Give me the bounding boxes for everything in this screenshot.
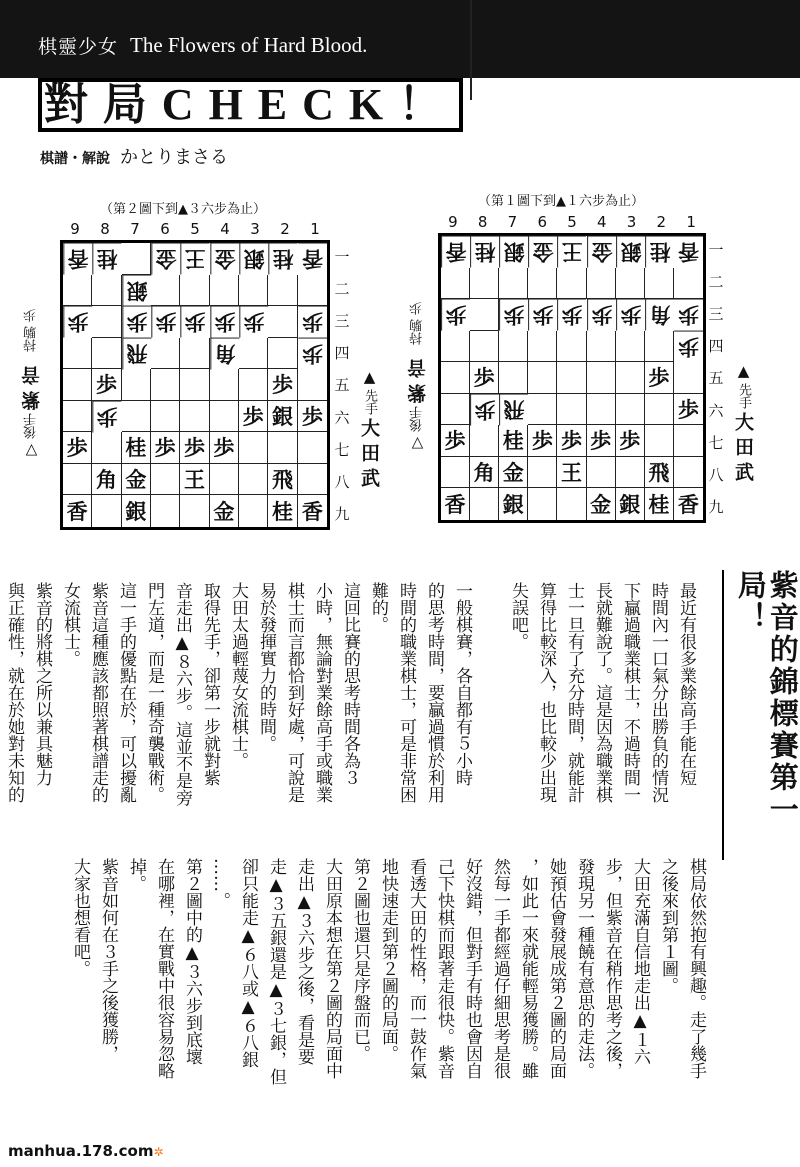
empty-square	[616, 268, 645, 300]
sente-piece: 香	[441, 488, 470, 520]
empty-square	[616, 394, 645, 426]
gote-piece: 金	[587, 236, 616, 268]
empty-square	[441, 331, 470, 363]
gote-player	[18, 240, 45, 460]
empty-square	[499, 362, 528, 394]
empty-square	[645, 331, 674, 363]
empty-square	[268, 275, 297, 307]
page-title-box	[38, 78, 463, 132]
sente-piece: 金	[499, 457, 528, 489]
article-line: 大家也想看吧。	[70, 858, 90, 977]
article-line: 取得先手，卻第一步就對紫	[200, 582, 220, 786]
site-url: manhua.178.com	[8, 1142, 154, 1160]
gote-piece: 歩	[151, 306, 180, 338]
sente-piece: 歩	[63, 432, 92, 464]
article-line: 最近有很多業餘高手能在短	[676, 582, 696, 786]
diagram-caption: （第２圖下到▲３六步為止）	[100, 202, 266, 217]
sente-piece: 歩	[151, 432, 180, 464]
diagram-caption: （第１圖下到▲１六步為止）	[478, 194, 644, 209]
empty-square	[528, 268, 557, 300]
file-label: 9	[448, 213, 458, 231]
empty-square	[151, 369, 180, 401]
gote-piece: 香	[441, 236, 470, 268]
gote-piece: 歩	[674, 331, 703, 363]
sente-name: 大田武	[358, 418, 380, 493]
gote-piece: 金	[528, 236, 557, 268]
article-line: 音走出▲８六步。這並不是旁	[172, 582, 192, 806]
article-column-upper	[0, 582, 700, 844]
article-line: 大田太過輕蔑女流棋士。	[228, 582, 248, 769]
article-line: 第２圖也還只是序盤而已。	[350, 858, 370, 1062]
empty-square	[122, 369, 151, 401]
sente-piece: 歩	[528, 425, 557, 457]
empty-square	[239, 464, 268, 496]
file-label: 9	[70, 220, 80, 238]
empty-square	[210, 369, 239, 401]
rank-label: 六	[708, 401, 724, 420]
gote-piece: 金	[210, 243, 239, 275]
gote-piece: 桂	[470, 236, 499, 268]
article-line: 長就難說了。這是因為職業棋	[592, 582, 612, 803]
site-watermark	[8, 1142, 164, 1160]
empty-square	[151, 338, 180, 370]
gote-piece: 歩	[528, 299, 557, 331]
gote-piece: 金	[151, 243, 180, 275]
sente-piece: 歩	[441, 425, 470, 457]
gote-piece: 歩	[298, 338, 327, 370]
sente-piece: 歩	[210, 432, 239, 464]
gote-piece: 香	[674, 236, 703, 268]
sente-piece: 金	[122, 464, 151, 496]
empty-square	[616, 331, 645, 363]
empty-square	[180, 369, 209, 401]
file-label: 4	[220, 220, 230, 238]
empty-square	[151, 275, 180, 307]
sente-piece: 歩	[92, 369, 121, 401]
gote-role: 後手	[24, 413, 39, 439]
article-line: 與正確性，就在於她對未知的	[4, 582, 24, 803]
gote-piece: 桂	[645, 236, 674, 268]
article-line: 棋局依然抱有興趣。走了幾手	[686, 858, 706, 1079]
article-line: 發現另一種饒有意思的走法。	[574, 858, 594, 1079]
article-line: 在哪裡，在實戰中很容易忽略	[154, 858, 174, 1079]
gote-piece: 香	[298, 243, 327, 275]
empty-square	[528, 331, 557, 363]
article-heading-box	[722, 570, 800, 860]
empty-square	[268, 306, 297, 338]
gote-piece: 飛	[122, 338, 151, 370]
article-line: 紫音如何在３手之後獲勝，	[98, 858, 118, 1062]
empty-square	[557, 268, 586, 300]
rank-label: 八	[334, 473, 350, 492]
rank-label: 八	[708, 466, 724, 485]
article-line: 失誤吧。	[508, 582, 528, 650]
file-label: 6	[537, 213, 547, 231]
empty-square	[122, 243, 151, 275]
article-line: 大田原本想在第２圖的局面中	[322, 858, 342, 1079]
article-line: 走出▲３六步之後，看是要	[294, 858, 314, 1065]
empty-square	[616, 457, 645, 489]
gote-mark: ▽	[22, 442, 41, 460]
gote-piece: 歩	[674, 299, 703, 331]
article-line: 卻只能走▲６八或▲６八銀	[238, 858, 258, 1068]
empty-square	[441, 457, 470, 489]
gote-hand: 持駒 歩	[24, 308, 39, 352]
article-line: 走▲３五銀還是▲３七銀，但	[266, 858, 286, 1085]
empty-square	[268, 432, 297, 464]
empty-square	[298, 464, 327, 496]
byline-role: 棋譜・解說	[40, 151, 110, 167]
rank-label: 一	[708, 240, 724, 259]
article-line: 大田充滿自信地走出▲１六	[630, 858, 650, 1065]
sente-piece: 桂	[268, 495, 297, 527]
empty-square	[122, 401, 151, 433]
article-line: 一般棋賽，各自都有５小時	[452, 582, 472, 786]
empty-square	[470, 268, 499, 300]
article-line: 紫音的將棋之所以兼具魅力	[32, 582, 52, 786]
sente-piece: 銀	[499, 488, 528, 520]
article-line: ，如此一來就能輕易獲勝。雖	[518, 858, 538, 1079]
empty-square	[645, 268, 674, 300]
sente-piece: 金	[587, 488, 616, 520]
article-line: 易於發揮實力的時間。	[256, 582, 276, 752]
file-label: 5	[567, 213, 577, 231]
gote-piece: 歩	[298, 306, 327, 338]
article-line: 然每一手都經過仔細思考是很	[490, 858, 510, 1079]
file-label: 2	[656, 213, 667, 231]
article-line: 這一手的優點在於，可以擾亂	[116, 582, 136, 803]
sente-piece: 歩	[470, 362, 499, 394]
article-line: 小時，無論對業餘高手或職業	[312, 582, 332, 803]
file-label: 3	[250, 220, 260, 238]
empty-square	[92, 275, 121, 307]
article-heading: 紫音的錦標賽第一局！	[733, 570, 800, 826]
article-line: 她預估會發展成第２圖的局面	[546, 858, 566, 1079]
article-line: 門左道，而是一種奇襲戰術。	[144, 582, 164, 803]
article-line: 第２圖中的▲３六步到底壞	[182, 858, 202, 1065]
article-line: 士一旦有了充分時間，就能計	[564, 582, 584, 803]
sente-piece: 歩	[674, 394, 703, 426]
empty-square	[587, 331, 616, 363]
gote-piece: 王	[557, 236, 586, 268]
sente-piece: 銀	[616, 488, 645, 520]
gote-piece: 桂	[268, 243, 297, 275]
sente-piece: 歩	[298, 401, 327, 433]
empty-square	[92, 306, 121, 338]
empty-square	[499, 331, 528, 363]
gote-piece: 銀	[239, 243, 268, 275]
empty-square	[268, 338, 297, 370]
file-label: 4	[596, 213, 607, 231]
empty-square	[239, 369, 268, 401]
empty-square	[674, 457, 703, 489]
sente-player	[356, 368, 383, 528]
byline-name: かとりまさる	[120, 147, 228, 168]
gote-piece: 歩	[470, 394, 499, 426]
rank-label: 九	[334, 505, 350, 524]
empty-square	[587, 268, 616, 300]
empty-square	[239, 275, 268, 307]
gote-piece: 歩	[441, 299, 470, 331]
sente-mark: ▲	[360, 368, 379, 386]
gote-name: 紫音	[407, 353, 429, 403]
file-labels	[438, 213, 706, 231]
gote-piece: 歩	[239, 306, 268, 338]
sente-player	[730, 362, 757, 522]
header-rule	[470, 0, 472, 100]
series-title-ja: 棋靈少女	[38, 35, 119, 58]
gote-piece: 歩	[92, 401, 121, 433]
file-label: 7	[130, 220, 140, 238]
sente-piece: 歩	[587, 425, 616, 457]
article-line: 的思考時間，要贏過慣於利用	[424, 582, 444, 803]
file-labels	[60, 220, 330, 238]
rank-label: 九	[708, 498, 724, 517]
article-line: 掉。	[126, 858, 146, 892]
empty-square	[92, 432, 121, 464]
gote-piece: 歩	[587, 299, 616, 331]
sente-piece: 歩	[239, 401, 268, 433]
sente-piece: 銀	[122, 495, 151, 527]
empty-square	[674, 425, 703, 457]
article-line: 時間的職業棋士，可是非常困	[396, 582, 416, 803]
gote-piece: 角	[210, 338, 239, 370]
sente-piece: 香	[63, 495, 92, 527]
empty-square	[499, 268, 528, 300]
rank-label: 五	[708, 369, 724, 388]
empty-square	[557, 394, 586, 426]
sente-piece: 王	[557, 457, 586, 489]
empty-square	[470, 425, 499, 457]
empty-square	[557, 362, 586, 394]
empty-square	[298, 432, 327, 464]
empty-square	[470, 331, 499, 363]
gote-piece: 銀	[616, 236, 645, 268]
sente-piece: 歩	[645, 362, 674, 394]
sente-role: 先手	[362, 389, 377, 415]
article-line: 之後來到第１圖。	[658, 858, 678, 994]
empty-square	[587, 457, 616, 489]
empty-square	[674, 362, 703, 394]
gote-piece: 歩	[210, 306, 239, 338]
file-label: 1	[310, 220, 320, 238]
sente-piece: 銀	[268, 401, 297, 433]
empty-square	[63, 464, 92, 496]
empty-square	[441, 362, 470, 394]
empty-square	[63, 338, 92, 370]
gote-hand: 持駒 歩	[410, 301, 425, 345]
article-line: 己下快棋而跟著走很快。紫音	[434, 858, 454, 1079]
article-line: ……。	[210, 858, 230, 909]
empty-square	[645, 425, 674, 457]
rank-label: 二	[334, 279, 350, 298]
gote-piece: 銀	[122, 275, 151, 307]
article-line	[476, 582, 504, 844]
byline	[40, 143, 228, 169]
shogi-board	[60, 240, 330, 530]
empty-square	[645, 394, 674, 426]
gote-piece: 桂	[92, 243, 121, 275]
gote-piece: 歩	[180, 306, 209, 338]
gote-piece: 歩	[616, 299, 645, 331]
file-label: 2	[280, 220, 290, 238]
sente-piece: 飛	[268, 464, 297, 496]
file-label: 6	[160, 220, 170, 238]
article-line: 棋士而言都恰到好處，可說是	[284, 582, 304, 803]
article-line: 好沒錯，但對手有時也會因自	[462, 858, 482, 1079]
gote-player	[404, 233, 431, 453]
sente-role: 先手	[736, 383, 751, 409]
article-line: 女流棋士。	[60, 582, 80, 667]
empty-square	[239, 432, 268, 464]
article-line: 難的。	[368, 582, 388, 633]
file-label: 8	[100, 220, 110, 238]
gote-piece: 角	[645, 299, 674, 331]
empty-square	[210, 275, 239, 307]
empty-square	[557, 488, 586, 520]
rank-labels	[332, 240, 352, 530]
empty-square	[528, 488, 557, 520]
empty-square	[63, 401, 92, 433]
empty-square	[528, 362, 557, 394]
empty-square	[180, 338, 209, 370]
series-title	[38, 28, 367, 62]
empty-square	[470, 488, 499, 520]
gote-piece: 飛	[499, 394, 528, 426]
sente-piece: 王	[180, 464, 209, 496]
rank-label: 五	[334, 376, 350, 395]
article-line: 紫音這種應該都照著棋譜走的	[88, 582, 108, 803]
rank-label: 一	[334, 247, 350, 266]
sente-piece: 歩	[268, 369, 297, 401]
empty-square	[674, 268, 703, 300]
shogi-board	[438, 233, 706, 523]
empty-square	[528, 394, 557, 426]
file-label: 8	[477, 213, 488, 231]
empty-square	[180, 275, 209, 307]
rank-labels	[706, 233, 726, 523]
empty-square	[92, 338, 121, 370]
empty-square	[587, 394, 616, 426]
empty-square	[528, 457, 557, 489]
empty-square	[239, 338, 268, 370]
gote-piece: 歩	[557, 299, 586, 331]
sente-piece: 歩	[616, 425, 645, 457]
series-title-en: The Flowers of Hard Blood.	[130, 32, 368, 57]
empty-square	[92, 495, 121, 527]
gote-role: 後手	[410, 406, 425, 432]
sente-piece: 香	[677, 491, 699, 517]
empty-square	[151, 401, 180, 433]
empty-square	[441, 394, 470, 426]
rank-label: 四	[334, 344, 350, 363]
empty-square	[151, 495, 180, 527]
gote-piece: 香	[63, 243, 92, 275]
empty-square	[298, 369, 327, 401]
rank-label: 三	[334, 312, 350, 331]
sente-name: 大田武	[732, 412, 754, 487]
article-line: 時間內一口氣分出勝負的情況	[648, 582, 668, 803]
sente-piece: 金	[210, 495, 239, 527]
sente-mark: ▲	[734, 362, 753, 380]
sente-piece: 角	[470, 457, 499, 489]
page-title: 對局CHECK！	[43, 80, 458, 129]
article-line: 這回比賽的思考時間各為３	[340, 582, 360, 786]
file-label: 5	[190, 220, 200, 238]
empty-square	[180, 401, 209, 433]
gote-mark: ▽	[408, 435, 427, 453]
gote-piece: 歩	[63, 306, 92, 338]
empty-square	[210, 401, 239, 433]
rank-label: 三	[708, 305, 724, 324]
sente-piece: 桂	[122, 432, 151, 464]
empty-square	[441, 268, 470, 300]
gote-piece: 歩	[499, 299, 528, 331]
empty-square	[616, 362, 645, 394]
empty-square	[470, 299, 499, 331]
article-column-lower	[66, 858, 710, 1120]
article-line: 下贏過職業棋士，不過時間一	[620, 582, 640, 803]
sente-piece: 歩	[180, 432, 209, 464]
gote-name: 紫音	[21, 360, 43, 410]
file-label: 1	[686, 213, 696, 231]
sente-piece: 桂	[499, 425, 528, 457]
empty-square	[63, 369, 92, 401]
empty-square	[239, 495, 268, 527]
rank-label: 四	[708, 337, 724, 356]
rank-label: 七	[708, 433, 724, 452]
empty-square	[298, 275, 327, 307]
article-line: 步，但紫音在稍作思考之後，	[602, 858, 622, 1079]
star-icon: ✲	[153, 1145, 164, 1159]
sente-piece: 歩	[557, 425, 586, 457]
empty-square	[180, 495, 209, 527]
empty-square	[63, 275, 92, 307]
article-line: 算得比較深入，也比較少出現	[536, 582, 556, 803]
gote-piece: 銀	[499, 236, 528, 268]
file-label: 7	[507, 213, 518, 231]
sente-piece: 角	[92, 464, 121, 496]
sente-piece: 飛	[645, 457, 674, 489]
article-line: 地快速走到第２圖的局面。	[378, 858, 398, 1062]
rank-label: 六	[334, 408, 350, 427]
gote-piece: 歩	[122, 306, 151, 338]
sente-piece: 桂	[645, 488, 674, 520]
article-line: 看透大田的性格，而一鼓作氣	[406, 858, 426, 1079]
empty-square	[210, 464, 239, 496]
rank-label: 七	[334, 440, 350, 459]
empty-square	[587, 362, 616, 394]
rank-label: 二	[708, 272, 724, 291]
gote-piece: 王	[180, 243, 209, 275]
sente-piece: 香	[301, 498, 323, 524]
empty-square	[151, 464, 180, 496]
file-label: 3	[626, 213, 637, 231]
empty-square	[557, 331, 586, 363]
